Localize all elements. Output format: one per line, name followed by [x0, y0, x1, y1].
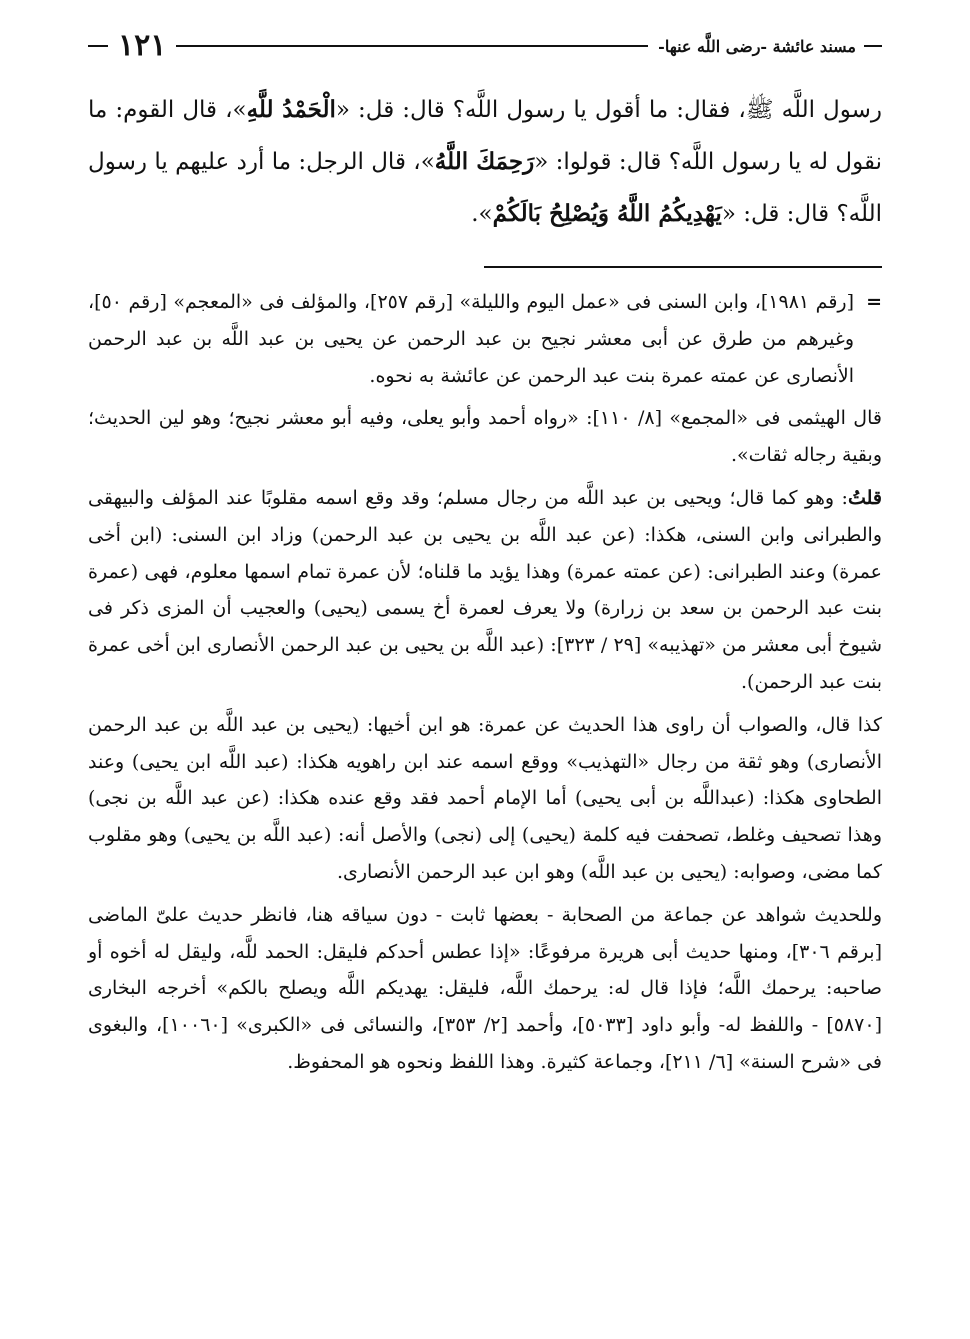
footnotes: [88, 284, 882, 1087]
continuation-marker: =: [866, 291, 882, 313]
main-text-segment: ».: [471, 201, 493, 227]
footnote-separator: [484, 266, 882, 268]
page-number: ١٢١: [118, 28, 167, 63]
quoted-phrase-yahdikumullah: يَهْدِيكُمُ اللَّهُ وَيُصْلِحُ بَالَكُمْ: [492, 200, 722, 227]
main-text: [88, 84, 882, 240]
footnote-paragraph-shawahid: وللحديث شواهد عن جماعة من الصحابة - بعضها ثابت - دون سياقه هنا، فانظر حديث علىّ الماضى [برقم ٣٠٦]، ومنها حديث أبى هريرة مرفوعًا: «إذا عطس أحدكم فليقل: الحمد للَّه، وليقل له أخوه أو صاحبه: يرحمك اللَّه؛ فإذا قال له: يرحمك اللَّه، فليقل: يهديكم اللَّه ويصلح بالكم» أخرجه البخارى [٥٨٧٠] - واللفظ له- وأبو داود [٥٠٣٣]، وأحمد [٢/ ٣٥٣]، والنسائى فى «الكبرى» [١٠٠٦٠]، والبغوى فى «شرح السنة» [٦/ ٢١١]، وجماعة كثيرة. وهذا اللفظ ونحوه هو المحفوظ.: [88, 903, 883, 1073]
header-dash-right: [864, 45, 882, 47]
footnote-paragraph-qultu: [88, 480, 882, 701]
header-rule: [176, 45, 648, 47]
footnote-text: [رقم ١٩٨١]، وابن السنى فى «عمل اليوم والليلة» [رقم ٢٥٧]، والمؤلف فى «المعجم» [رقم ٥٠]، وغيرهم من طرق عن أبى معشر نجيح بن عبد الرحمن عن يحيى بن عبد اللَّه بن عبد الرحمن الأنصارى عن عمته عمرة بنت عبد الرحمن عن عائشة به نحوه.: [88, 291, 854, 387]
footnote-paragraph-haythami: قال الهيثمى فى «المجمع» [٨/ ١١٠]: «رواه أحمد وأبو يعلى، وفيه أبو معشر نجيح؛ وهو لين الحديث؛ وبقية رجاله ثقات».: [88, 407, 882, 467]
header-dash-left: [88, 45, 108, 47]
page-header: [88, 28, 882, 64]
footnote-text: : وهو كما قال؛ ويحيى بن عبد اللَّه من رجال مسلم؛ وقد وقع اسمه مقلوبًا عند المؤلف والبيهقى والطبرانى وابن السنى، هكذا: (عن عبد اللَّه بن يحيى بن عبد الرحمن) وزاد ابن السنى: (ابن أخى عمرة) وعند الطبرانى: (عن عمته عمرة) وهذا يؤيد ما قلناه؛ لأن عمرة تمام اسمها معلوم، فهى (عمرة بنت عبد الرحمن بن سعد بن زرارة) ولا يعرف لعمرة أخ يسمى (يحيى) والعجيب أن المزى ذكر فى شيوخ أبى معشر من «تهذيبه» [٢٩ / ٣٢٣]: (عبد اللَّه بن يحيى بن عبد الرحمن الأنصارى ابن أخى عمرة بنت عبد الرحمن).: [88, 486, 883, 693]
qultu-label: قلتُ: [847, 486, 882, 509]
footnote-continuation: [88, 284, 882, 394]
quoted-phrase-alhamdulillah: الْحَمْدُ للَّهِ: [246, 96, 336, 123]
main-text-segment: رسول اللَّه ﷺ، فقال: ما أقول يا رسول اللَّه؟ قال: قل: «: [335, 97, 882, 123]
running-title: مسند عائشة -رضى اللَّه عنها-: [658, 36, 856, 56]
main-paragraph: [88, 84, 882, 240]
quoted-phrase-yarhamukallah: رَحِمَكَ اللَّهُ: [434, 148, 535, 175]
footnote-paragraph-correction: كذا قال، والصواب أن راوى هذا الحديث عن عمرة: هو ابن أخيها: (يحيى بن عبد اللَّه بن عبد الرحمن الأنصارى) وهو ثقة من رجال «التهذيب» ووقع اسمه عند ابن راهويه هكذا: (عبد اللَّه ابن يحيى) وعند الطحاوى هكذا: (عبداللَّه بن أبى يحيى) أما الإمام أحمد فقد وقع عنده هكذا: (عن عبد اللَّه بن نجى) وهذا تصحيف وغلط، تصحفت فيه كلمة (يحيى) إلى (نجى) والأصل أنه: (عبد اللَّه بن يحيى) وهو مقلوب كما مضى، وصوابه: (يحيى بن عبد اللَّه) وهو ابن عبد الرحمن الأنصارى.: [88, 713, 883, 883]
main-text-segment: »، قال القوم: ما نقول له يا رسول اللَّه؟ قال: قولوا: «: [88, 97, 883, 175]
main-text-segment: »، قال الرجل: ما أرد عليهم يا رسول اللَّه؟ قال: قل: «: [88, 149, 882, 227]
